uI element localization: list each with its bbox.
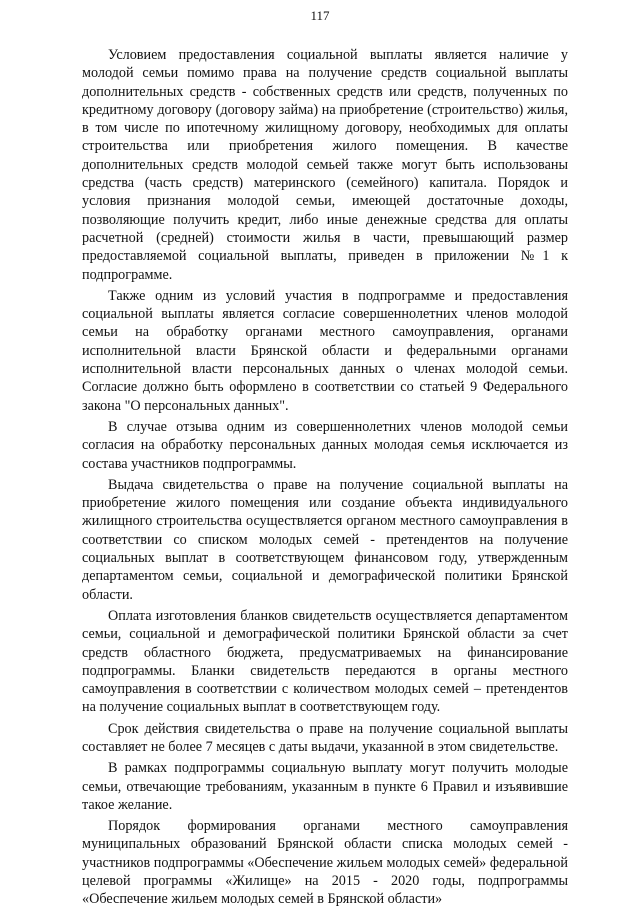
paragraph-4: Выдача свидетельства о праве на получение социальной выплаты на приобретение жилого помещения или создание объекта индивидуального жилищного строительства осуществляется органом местного самоуправления в соответствии со списком молодых семей - претендентов на получение социальных выплат в соответствующем финансовом году, утвержденным департаментом семьи, социальной и демографической политики Брянской области. bbox=[82, 476, 568, 603]
paragraph-5: Оплата изготовления бланков свидетельств осуществляется департаментом семьи, социальной и демографической политики Брянской области за счет средств областного бюджета, предусматриваемых на финансирование подпрограммы. Бланки свидетельств передаются в органы местного самоуправления в соответствии с количеством молодых семей – претендентов на получение социальных выплат в соответствующем году. bbox=[82, 607, 568, 716]
document-body bbox=[82, 46, 568, 912]
paragraph-2: Также одним из условий участия в подпрограмме и предоставления социальной выплаты является согласие совершеннолетних членов молодой семьи на обработку органами местного самоуправления, органами исполнительной власти Брянской области и федеральными органами исполнительной власти персональных данных о членах молодой семьи. Согласие должно быть оформлено в соответствии со статьей 9 Федерального закона "О персональных данных". bbox=[82, 287, 568, 414]
page-number: 117 bbox=[310, 8, 330, 23]
paragraph-7: В рамках подпрограммы социальную выплату могут получить молодые семьи, отвечающие требованиям, указанным в пункте 6 Правил и изъявившие такое желание. bbox=[82, 760, 568, 813]
paragraph-3: В случае отзыва одним из совершеннолетних членов молодой семьи согласия на обработку персональных данных молодая семья исключается из состава участников подпрограммы. bbox=[82, 418, 568, 472]
paragraph-8: Порядок формирования органами местного самоуправления муниципальных образований Брянской области списка молодых семей - участников подпрограммы «Обеспечение жильем молодых семей» федеральной целевой программы «Жилище» на 2015 - 2020 годы, подпрограммы «Обеспечение жильем молодых семей в Брянской области» bbox=[82, 818, 568, 908]
paragraph-6: Срок действия свидетельства о праве на получение социальной выплаты составляет не более 7 месяцев с даты выдачи, указанной в этом свидетельстве. bbox=[82, 720, 568, 755]
paragraph-1: Условием предоставления социальной выплаты является наличие у молодой семьи помимо права на получение средств социальной выплаты дополнительных средств - собственных средств или средств, полученных по кредитному договору (договору займа) на приобретение (строительство) жилья, в том числе по ипотечному жилищному договору, необходимых для оплаты строительства или приобретения жилого помещения. В качестве дополнительных средств молодой семьей также могут быть использованы средства (часть средств) материнского (семейного) капитала. Порядок и условия признания молодой семьи, имеющей достаточные доходы, позволяющие получить кредит, либо иные денежные средства для оплаты расчетной (средней) стоимости жилья в части, превышающий размер предоставляемой социальной выплаты, приведен в приложении №1 к подпрограмме. bbox=[82, 47, 568, 283]
